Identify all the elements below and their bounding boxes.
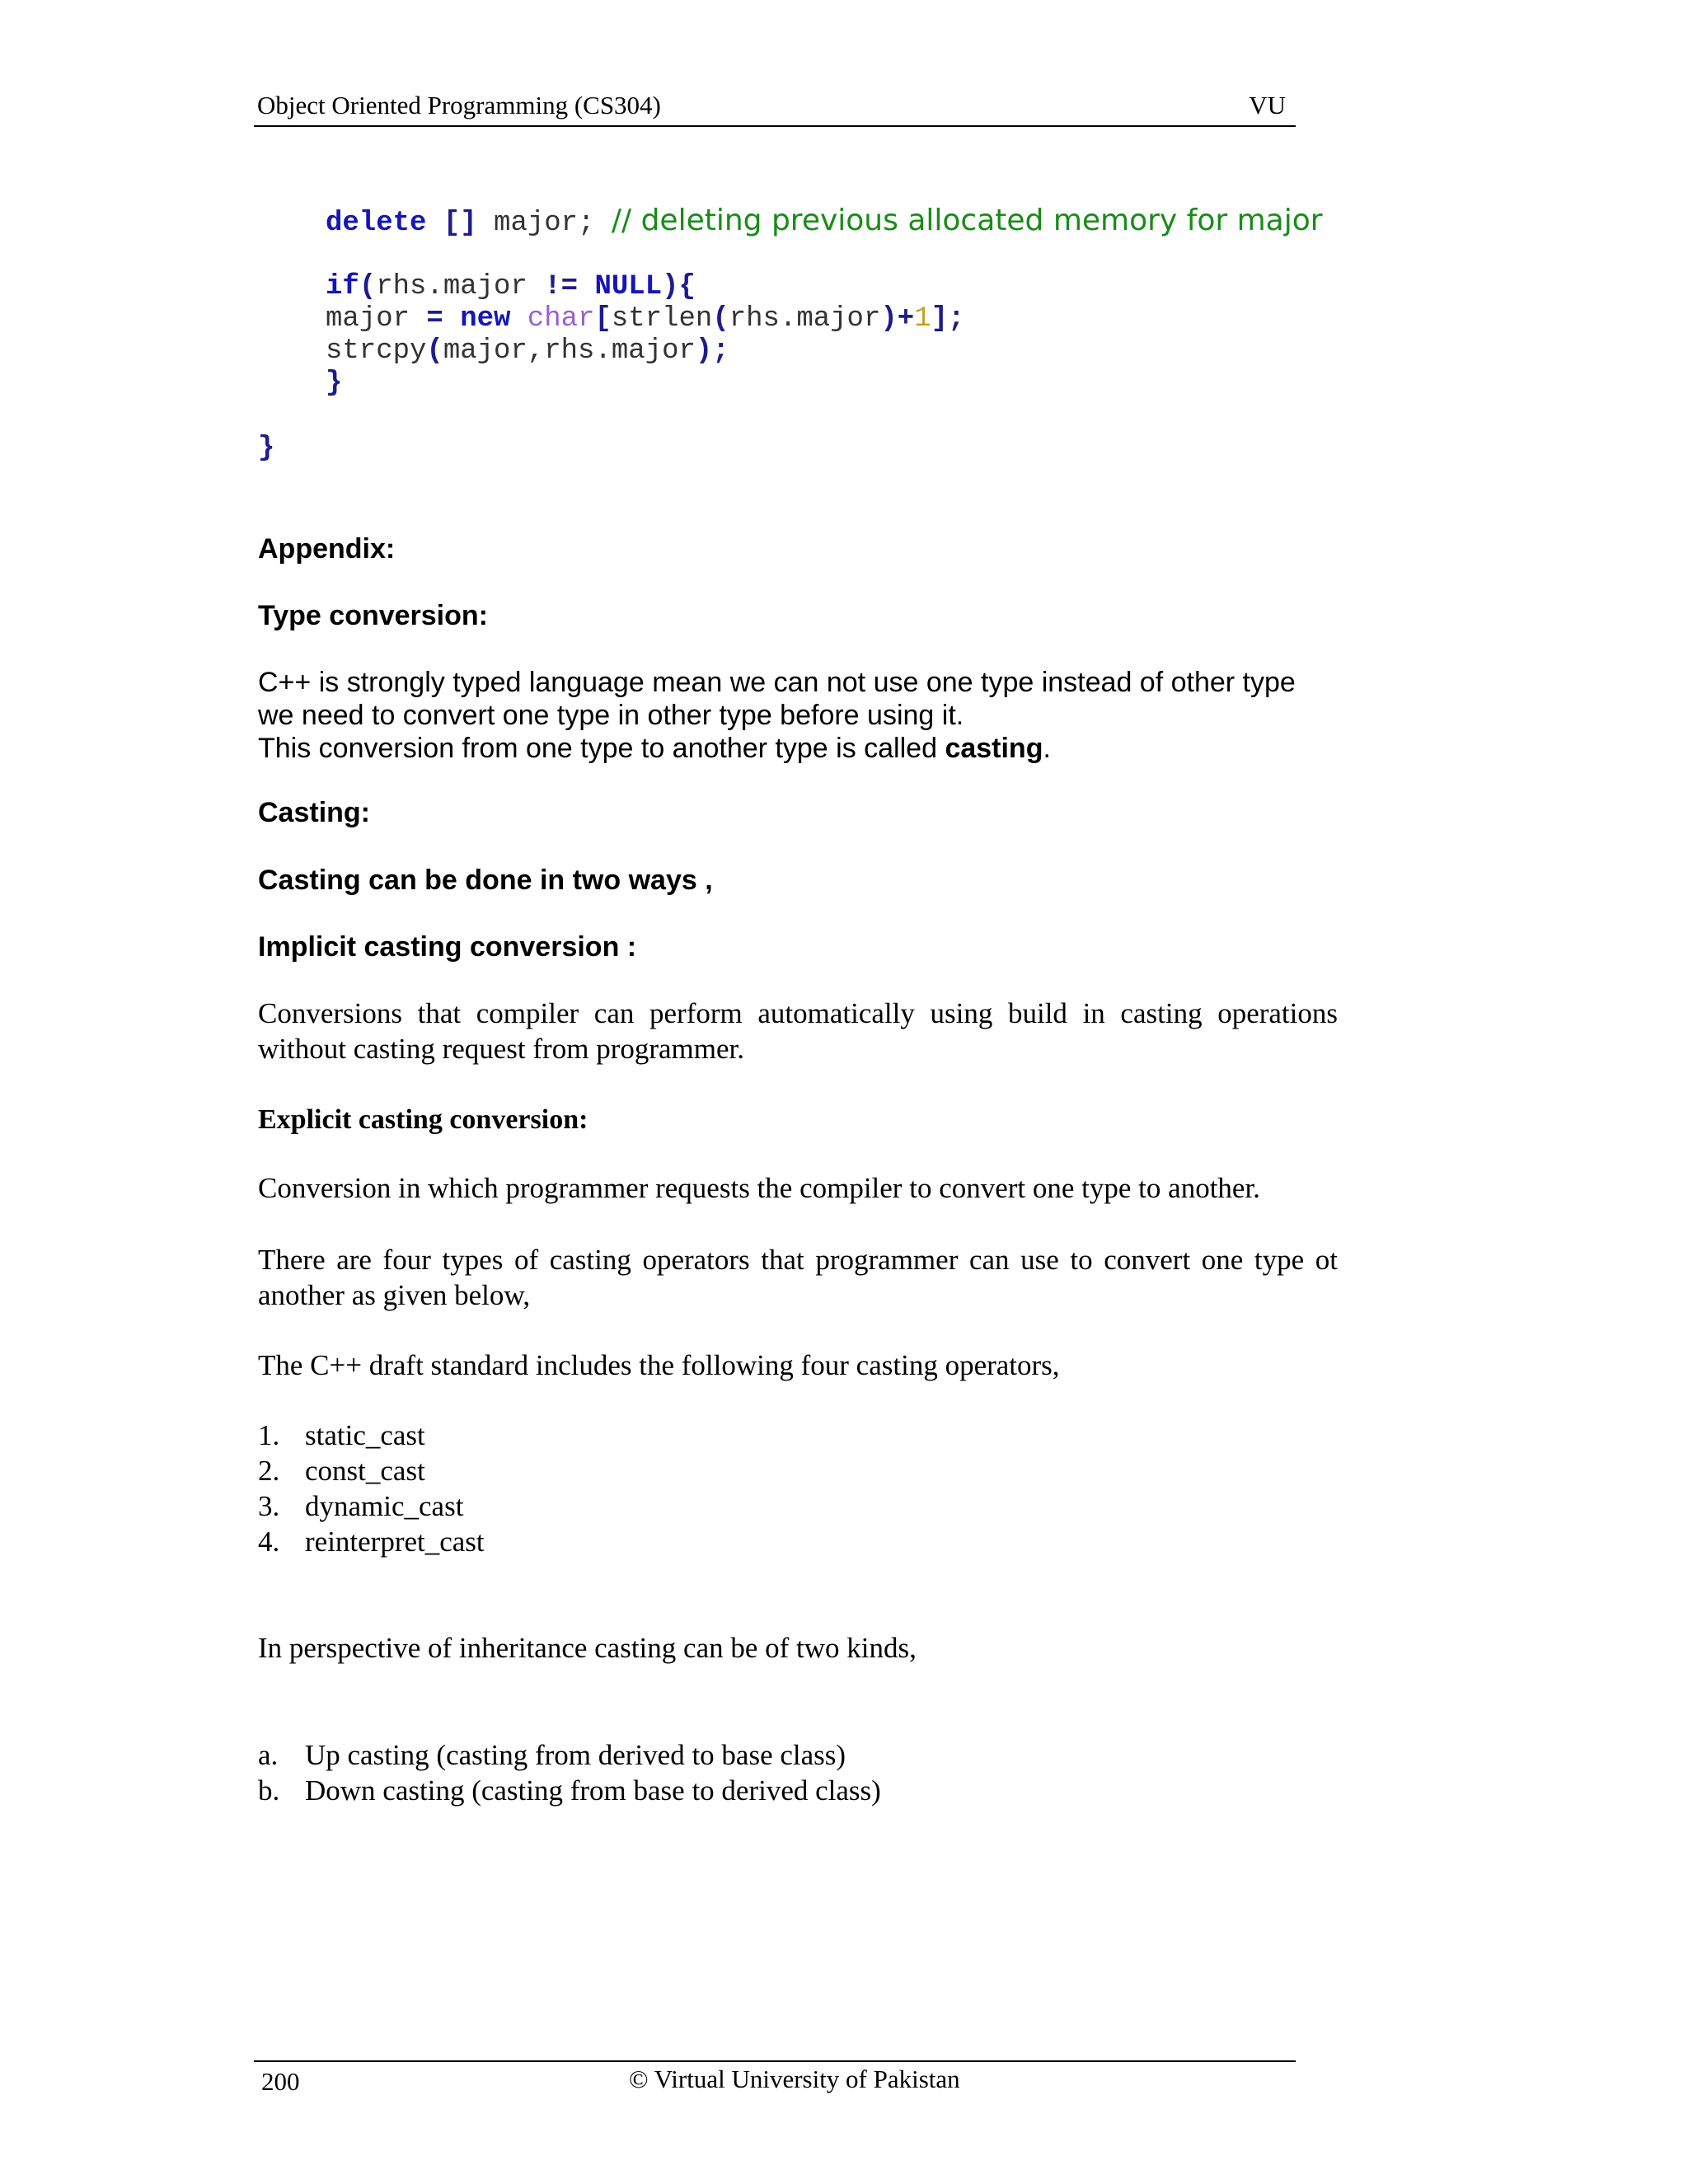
- header-right: VU: [1249, 91, 1286, 120]
- code-brace: }: [258, 433, 275, 464]
- intro-line-2: we need to convert one type in other type before using it.: [258, 700, 964, 731]
- casting-heading: Casting:: [258, 797, 370, 828]
- code-line-close-function: [258, 433, 274, 465]
- code-comment: // deleting previous allocated memory for major: [611, 204, 1323, 237]
- code-identifier: major;: [476, 208, 595, 239]
- inheritance-text: In perspective of inheritance casting can be of two kinds,: [258, 1632, 917, 1664]
- code-punct: )+: [880, 303, 915, 335]
- code-identifier: strcpy: [326, 335, 427, 367]
- type-conversion-heading: Type conversion:: [258, 600, 488, 631]
- code-brace: }: [326, 368, 343, 399]
- intro-line-3: [258, 732, 1051, 765]
- code-identifier: rhs.major: [376, 271, 545, 302]
- code-operator: !=: [544, 271, 579, 302]
- code-null: NULL: [594, 271, 663, 302]
- appendix-heading: Appendix:: [258, 533, 396, 565]
- intro-line-1: C++ is strongly typed language mean we can not use one type instead of other type: [258, 667, 1296, 698]
- code-punct: );: [695, 335, 729, 367]
- code-identifier: rhs.major: [729, 303, 881, 335]
- page-number: 200: [261, 2067, 300, 2096]
- copyright: © Virtual University of Pakistan: [629, 2064, 960, 2093]
- list-item: [258, 1774, 881, 1807]
- code-punct: ];: [931, 303, 965, 335]
- list-label: Up casting (casting from derived to base class): [305, 1739, 846, 1771]
- list-number: 4.: [258, 1526, 280, 1558]
- list-item: [258, 1490, 463, 1523]
- page-header: [257, 91, 1296, 120]
- code-line-if: [326, 271, 696, 303]
- header-rule: [254, 125, 1296, 127]
- list-label: Down casting (casting from base to derived class): [305, 1774, 881, 1807]
- code-line-delete: [326, 204, 1323, 240]
- intro-line-3-text: This conversion from one type to another type is called: [258, 733, 945, 764]
- code-type: char: [527, 303, 595, 335]
- list-number: 2.: [258, 1455, 280, 1487]
- code-keyword: if: [326, 271, 359, 302]
- code-punct: (: [426, 335, 443, 367]
- list-item: [258, 1419, 425, 1452]
- list-number: 3.: [258, 1490, 280, 1522]
- list-label: static_cast: [305, 1419, 425, 1451]
- code-operator: =: [426, 303, 443, 335]
- explicit-text-2: There are four types of casting operators that programmer can use to convert one type ot another as given below,: [258, 1244, 1338, 1311]
- implicit-heading: Implicit casting conversion :: [258, 931, 637, 963]
- list-letter: a.: [258, 1739, 279, 1771]
- header-title: Object Oriented Programming (CS304): [257, 91, 661, 120]
- explicit-text-1: Conversion in which programmer requests the compiler to convert one type to another.: [258, 1172, 1260, 1204]
- list-item: [258, 1455, 425, 1488]
- code-line-close-if: [326, 368, 342, 400]
- code-keyword: new: [460, 303, 511, 335]
- code-punct: (: [359, 271, 377, 302]
- explicit-heading: Explicit casting conversion:: [258, 1104, 588, 1135]
- list-letter: b.: [258, 1774, 280, 1807]
- list-item: [258, 1526, 485, 1558]
- code-identifier: major: [326, 303, 427, 335]
- list-label: reinterpret_cast: [305, 1526, 485, 1558]
- two-ways-heading: Casting can be done in two ways ,: [258, 865, 713, 896]
- code-line-strcpy: [326, 335, 729, 368]
- code-punct: ){: [662, 271, 696, 302]
- code-identifier: major,rhs.major: [443, 335, 696, 367]
- code-brackets: []: [443, 208, 477, 239]
- footer-rule: [254, 2060, 1296, 2062]
- code-identifier: strlen: [611, 303, 713, 335]
- list-number: 1.: [258, 1419, 280, 1451]
- code-punct: (: [712, 303, 729, 335]
- casting-term: casting: [945, 733, 1043, 764]
- list-item: [258, 1739, 846, 1772]
- list-label: dynamic_cast: [305, 1490, 464, 1522]
- standard-text: The C++ draft standard includes the following four casting operators,: [258, 1349, 1060, 1381]
- code-keyword: delete: [326, 208, 427, 239]
- intro-line-3-end: .: [1043, 733, 1051, 764]
- code-number: 1: [914, 303, 931, 335]
- implicit-text: Conversions that compiler can perform automatically using build in casting operations without casting request from programmer.: [258, 997, 1338, 1065]
- code-line-new: [326, 303, 964, 335]
- list-label: const_cast: [305, 1455, 425, 1487]
- code-punct: [: [594, 303, 612, 335]
